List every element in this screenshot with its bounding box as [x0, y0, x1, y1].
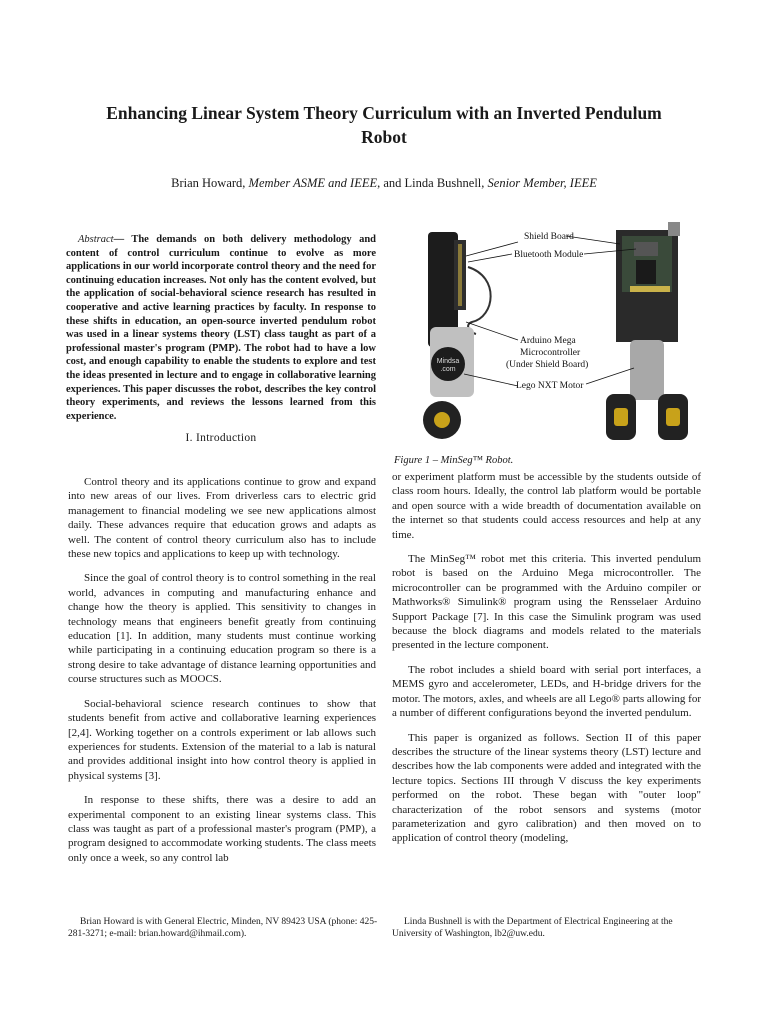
header-pins	[458, 244, 462, 306]
label-arduino-3: (Under Shield Board)	[506, 360, 589, 370]
section-heading-introduction: I. Introduction	[185, 432, 257, 444]
body-paragraph: or experiment platform must be accessible by the students outside of class room hours. Ideally, the control lab platform would be portable and open source with a wide breadth of documentation available on the internet so that students could access resources and help at any time.	[392, 471, 701, 541]
body-paragraph: The robot includes a shield board with serial port interfaces, a MEMS gyro and accelerometer, LEDs, and H-bridge drivers for the motor. The motors, axles, and wheels are all Lego® parts allowing for a number of different configurations beyond the inverted pendulum.	[392, 663, 701, 720]
bluetooth-module	[634, 242, 658, 256]
author-joiner: , and Linda Bushnell,	[377, 176, 485, 190]
paper-title: Enhancing Linear System Theory Curriculum with an Inverted Pendulum Robot	[106, 103, 662, 147]
badge-text-2: .com	[440, 366, 456, 373]
abstract	[66, 233, 376, 423]
lego-motor-front	[630, 340, 664, 400]
left-wheel-hub	[614, 408, 628, 426]
right-column-body	[392, 470, 701, 856]
chip	[636, 260, 656, 284]
side-wheel-hub	[434, 412, 450, 428]
figure-caption: Figure 1 – MinSeg™ Robot.	[394, 455, 514, 466]
author-2-role: Senior Member, IEEE	[487, 176, 597, 190]
left-column-body	[68, 475, 376, 875]
right-wheel-hub	[666, 408, 680, 426]
abstract-text: The demands on both delivery methodology and content of control curriculum continue to evolve as more applications in our world incorporate control theory and the need for continuing education increases. Not only has the content evolved, but the application of social-behavioral science research has resulted in cooperative and active learning practices by faculty. In response to these shifts in education, an open-source inverted pendulum robot was used in a linear systems theory (LST) class taught as part of a professional master's program (PMP). The robot had to have a low cost, and enough capability to enable the students to explore and test the ideas presented in lecture and to engage in collaborative learning experiences. This paper discusses the robot, describes the key control theory experiments, and reviews the lessons learned from this experience.	[66, 234, 377, 422]
body-paragraph: This paper is organized as follows. Section II of this paper describes the structure of the linear systems theory (LST) lecture and describes how the lab components were added and integrated with the lecture topics. Sections III through V discuss the key experiments performed on the robot. These began with "outer loop" characterization of the robot sensors and systems (motor parameterization and gyro calibration) and then moved on to application of control theory (modeling,	[392, 731, 701, 845]
front-header	[630, 286, 670, 292]
label-arduino-1: Arduino Mega	[520, 336, 576, 346]
abstract-dash: —	[113, 234, 132, 245]
abstract-block	[66, 233, 376, 423]
robot-side-view	[423, 232, 491, 439]
author-1-role: Member ASME and IEEE	[248, 176, 378, 190]
robot-front-view	[606, 222, 688, 440]
author-line	[60, 176, 708, 191]
label-bluetooth-module: Bluetooth Module	[514, 250, 584, 260]
body-paragraph: Control theory and its applications continue to grow and expand into new areas of our lives. From driverless cars to electric grid management to financial modeling we see new applications almost daily. These advances require that education grows and adapts as well. The content of control theory curriculum also has to include these new topics and applications to keep up with technology.	[68, 476, 376, 561]
body-paragraph: Social-behavioral science research continues to show that students benefit from active and collaborative learning experiences [2,4]. Working together on a controls experiment or lab allows such experiences for students. Extension of the material to a lab is natural and provides additional insight into how control theory is applied in physical systems [3].	[68, 697, 376, 782]
robot-photo	[410, 222, 700, 446]
label-lego-motor: Lego NXT Motor	[516, 381, 584, 391]
footnote-author-1: Brian Howard is with General Electric, Minden, NV 89423 USA (phone: 425-281-3271; e-mail: brian.howard@ihmail.com).	[68, 916, 378, 939]
label-arduino-2: Microcontroller	[520, 348, 581, 358]
body-paragraph: Since the goal of control theory is to control something in the real world, advances in computing and manufacturing enhance and change how the theory is applied. This sensitivity to changes in technology means that engineers benefit greatly from continuing education [1]. In addition, many students must continue working while participating in a continuing education program so there is a strong desire to take advantage of distance learning opportunities and course structures such as MOOCS.	[68, 572, 376, 686]
body-paragraph: The MinSeg™ robot met this criteria. This inverted pendulum robot is based on the Arduino Mega microcontroller. The microcontroller can be programmed with the Arduino compiler or Mathworks® Simulink® program using the Rensselaer Arduino Support Package [7]. In this case the Simulink program was used because the block diagrams and models related to the materials presented in the lecture component.	[392, 553, 701, 652]
abstract-label: Abstract	[78, 234, 114, 245]
badge-text-1: Mindsa	[436, 358, 460, 365]
body-paragraph: In response to these shifts, there was a desire to add an experimental component to an existing linear systems class. This class was taught as part of a professional master's program (PMP), a program designed to accommodate working students. The class meets only once a week, so any control lab	[68, 794, 376, 864]
label-shield-board: Shield Board	[524, 232, 574, 242]
usb-port	[668, 222, 680, 236]
robot-figure	[410, 222, 700, 446]
footnote-author-2: Linda Bushnell is with the Department of Electrical Engineering at the University of Washington, lb2@uw.edu.	[392, 916, 673, 939]
author-1: Brian Howard,	[171, 176, 246, 190]
